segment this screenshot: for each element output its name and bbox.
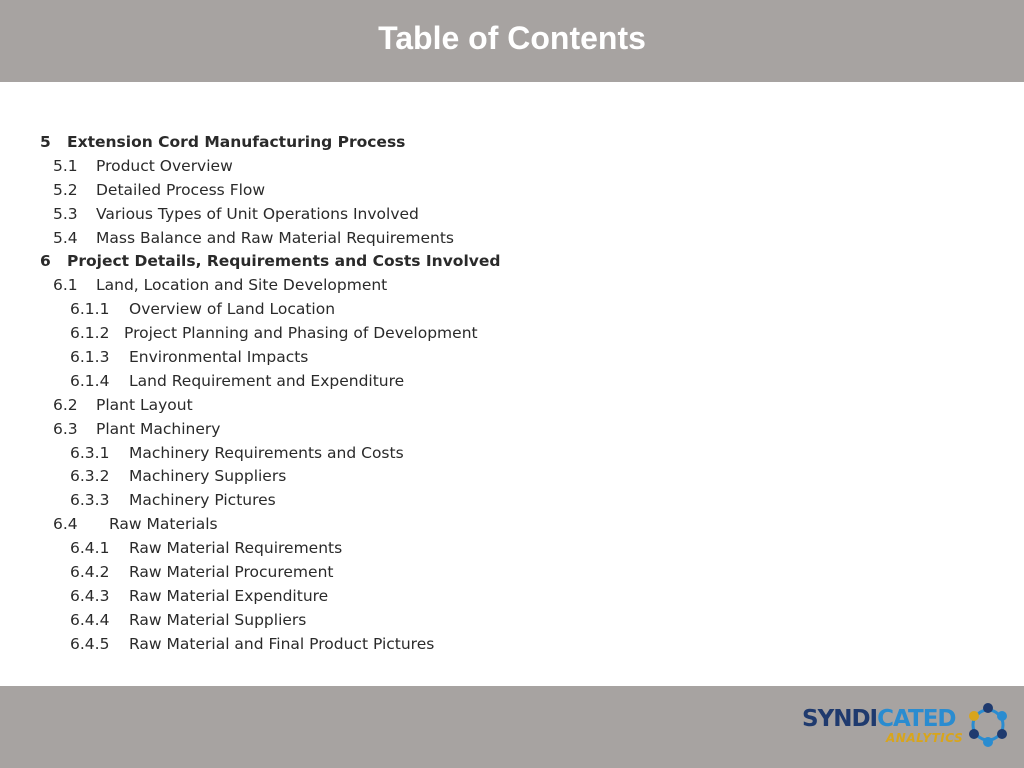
toc-entry — [0, 131, 1024, 155]
toc-entry-text: Plant Layout — [96, 395, 193, 414]
toc-entry-text: Land, Location and Site Development — [96, 276, 388, 295]
toc-entry-text: Raw Material Requirements — [129, 539, 343, 558]
toc-entry-text: Machinery Suppliers — [129, 467, 287, 486]
toc-entry-number: 6.1 — [53, 276, 78, 295]
toc-entry-number: 6.4.2 — [70, 563, 110, 582]
toc-entry — [0, 298, 1024, 322]
logo-dot — [997, 729, 1007, 739]
toc-entry — [0, 322, 1024, 346]
toc-entry-number: 5.2 — [53, 180, 78, 199]
logo-wordmark — [802, 705, 956, 733]
toc-entry-number: 6.3.3 — [70, 491, 110, 510]
toc-entry-text: Overview of Land Location — [129, 300, 336, 319]
toc-entry-number: 6.1.2 — [70, 324, 110, 343]
toc-entry — [0, 561, 1024, 585]
toc-entry-text: Project Planning and Phasing of Development — [124, 324, 478, 343]
toc-entry-number: 6.1.3 — [70, 348, 110, 367]
toc-entry — [0, 465, 1024, 489]
logo-dot — [997, 711, 1007, 721]
toc-entry-text: Product Overview — [96, 156, 233, 175]
toc-entry-text: Project Details, Requirements and Costs Involved — [67, 252, 501, 271]
toc-entry-number: 5.3 — [53, 204, 78, 223]
toc-entry-number: 6 — [40, 252, 51, 271]
toc-entry-text: Machinery Requirements and Costs — [129, 443, 404, 462]
toc-entry-number: 6.4.4 — [70, 610, 110, 629]
toc-entry-text: Extension Cord Manufacturing Process — [67, 133, 406, 151]
toc-entry-text: Machinery Pictures — [129, 491, 276, 510]
toc-entry-number: 5.1 — [53, 156, 78, 175]
toc-entry-text: Plant Machinery — [96, 419, 221, 438]
toc-entry — [0, 609, 1024, 633]
toc-entry — [0, 274, 1024, 298]
logo-dot — [983, 737, 993, 747]
toc-entry-text: Mass Balance and Raw Material Requirements — [96, 228, 454, 247]
logo-dot — [983, 703, 993, 713]
toc-entry-number: 5.4 — [53, 228, 78, 247]
toc-entry-text: Environmental Impacts — [129, 348, 309, 367]
toc-entry-text: Raw Material and Final Product Pictures — [129, 634, 435, 653]
toc-entry-number: 6.1.1 — [70, 300, 110, 319]
toc-entry — [0, 155, 1024, 179]
toc-entry-text: Raw Material Procurement — [129, 563, 334, 582]
toc-entry — [0, 203, 1024, 227]
toc-entry — [0, 250, 1024, 274]
toc-entry-number: 6.4.3 — [70, 586, 110, 605]
table-of-contents — [0, 131, 1024, 657]
toc-entry — [0, 489, 1024, 513]
toc-entry — [0, 394, 1024, 418]
toc-entry-number: 6.4 — [53, 515, 78, 534]
toc-entry-number: 6.3.2 — [70, 467, 110, 486]
toc-entry-number: 6.3 — [53, 419, 78, 438]
logo-dot — [969, 729, 979, 739]
toc-entry — [0, 227, 1024, 251]
toc-entry-text: Raw Material Expenditure — [129, 586, 329, 605]
toc-entry — [0, 442, 1024, 466]
toc-entry-text: Raw Materials — [109, 515, 218, 534]
toc-entry-text: Raw Material Suppliers — [129, 610, 307, 629]
toc-entry — [0, 585, 1024, 609]
toc-entry-text: Detailed Process Flow — [96, 180, 266, 199]
toc-entry-number: 6.4.5 — [70, 634, 110, 653]
toc-entry-number: 6.2 — [53, 395, 78, 414]
logo-dot — [969, 711, 979, 721]
toc-entry-number: 6.3.1 — [70, 443, 110, 462]
toc-entry — [0, 370, 1024, 394]
header-band — [0, 0, 1024, 82]
toc-entry — [0, 633, 1024, 657]
toc-entry-text: Land Requirement and Expenditure — [129, 371, 405, 390]
toc-entry-text: Various Types of Unit Operations Involved — [96, 204, 419, 223]
page-title: Table of Contents — [378, 20, 646, 56]
toc-entry — [0, 346, 1024, 370]
toc-entry — [0, 537, 1024, 561]
toc-entry — [0, 418, 1024, 442]
logo-subtitle: ANALYTICS — [886, 731, 964, 745]
toc-entry-number: 6.1.4 — [70, 371, 110, 390]
toc-entry-number: 6.4.1 — [70, 539, 110, 558]
toc-entry-number: 5 — [40, 133, 51, 151]
toc-entry — [0, 179, 1024, 203]
company-logo — [802, 702, 1012, 752]
logo-wordmark-part1: SYNDI — [802, 706, 878, 732]
dotted-ring-icon — [966, 702, 1010, 748]
logo-wordmark-part2: CATED — [877, 706, 956, 732]
toc-entry — [0, 513, 1024, 537]
